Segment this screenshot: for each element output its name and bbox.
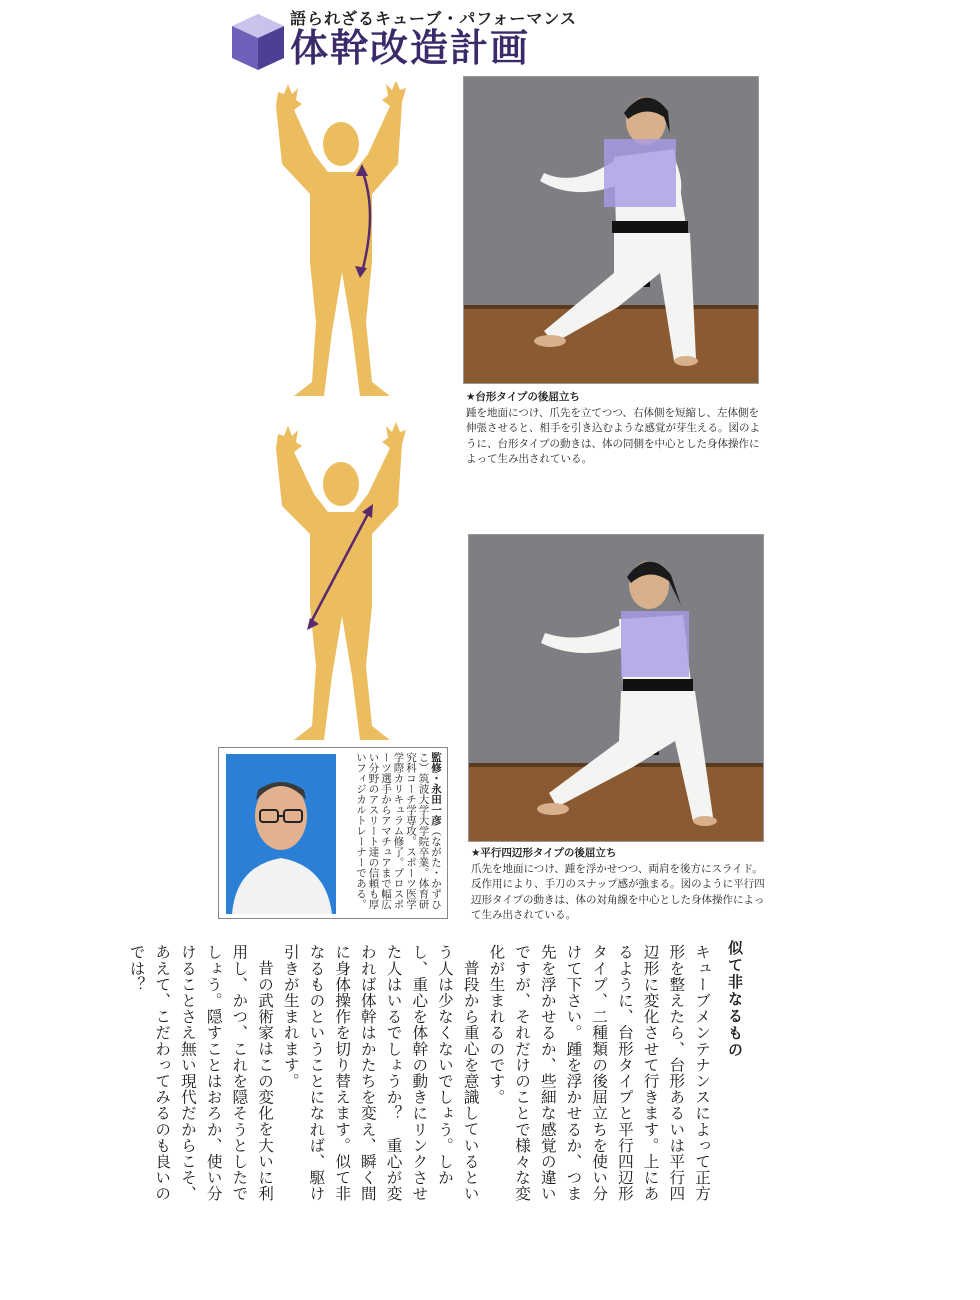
page-title: 体幹改造計画 [290,26,531,70]
parallelogram-caption [471,846,767,924]
supervisor-reading: （ながた・かずひこ） [417,752,442,910]
trapezoid-body-figure [248,82,434,404]
article-paragraph: キューブメンテナンスによって正方形を整えたら、台形あるいは平行四辺形に変化させて行きます。上にあるように、台形タイプと平行四辺形タイプ、二種類の後屈立ちを使い分けて下さい。踵を浮かせるか、つま先を浮かせるか、些細な感覚の違いですが、それだけのことで様々な変化が生まれるのです。 [487,944,711,1202]
caption-text: 爪先を地面につけ、踵を浮かせつつ、両肩を後方にスライド。反作用により、手刀のスナップ感が強まる。図のように平行四辺形タイプの動きは、体の対角線を中心とした身体操作によって生み出されている。 [471,862,765,921]
cube-logo-icon [230,12,286,72]
parallelogram-body-figure [248,418,434,748]
article-kicker: 語られざるキューブ・パフォーマンス [290,9,577,28]
parallelogram-stance-photo [468,534,764,842]
trapezoid-caption [466,390,766,468]
caption-title: ★平行四辺形タイプの後屈立ち [471,847,617,859]
trapezoid-stance-photo [463,76,759,384]
caption-title: ★台形タイプの後屈立ち [466,391,580,403]
article-paragraph: 普段から重心を意識しているという人は少なくないでしょう。しかし、重心を体幹の動きにリンクさせた人はいるでしょうか？ 重心が変われば体幹はかたちを変え、瞬く間に身体操作を切り替えます。似て非なるものということになれば、駆け引きが生まれます。 [281,944,480,1202]
article-heading: 似て非なるもの [726,940,744,1059]
supervisor-portrait [226,754,336,914]
caption-text: 踵を地面につけ、爪先を立てつつ、右体側を短縮し、左体側を伸張させると、相手を引き込むような感覚が芽生える。図のように、台形タイプの動きは、体の同側を中心とした身体操作によって生み出されている。 [466,406,760,465]
supervisor-name: 監修・永田一彦 [430,752,442,826]
supervisor-profile [340,752,442,914]
article-body [127,944,714,1214]
article-paragraph: 昔の武術家はこの変化を大いに利用し、かつ、これを隠そうとしたでしょう。隠すことはおろか、使い分けることさえ無い現代だからこそ、あえて、こだわってみるのも良いのでは？ [127,944,275,1202]
supervisor-bio: 筑波大学大学院卒業。体育研究科コーチ学専攻。スポーツ医学学際カリキュラム修了。プロスポーツ選手からアマチュアまで幅広い分野のアスリート達の信頼も厚いフィジカルトレーナーである。 [355,752,430,910]
